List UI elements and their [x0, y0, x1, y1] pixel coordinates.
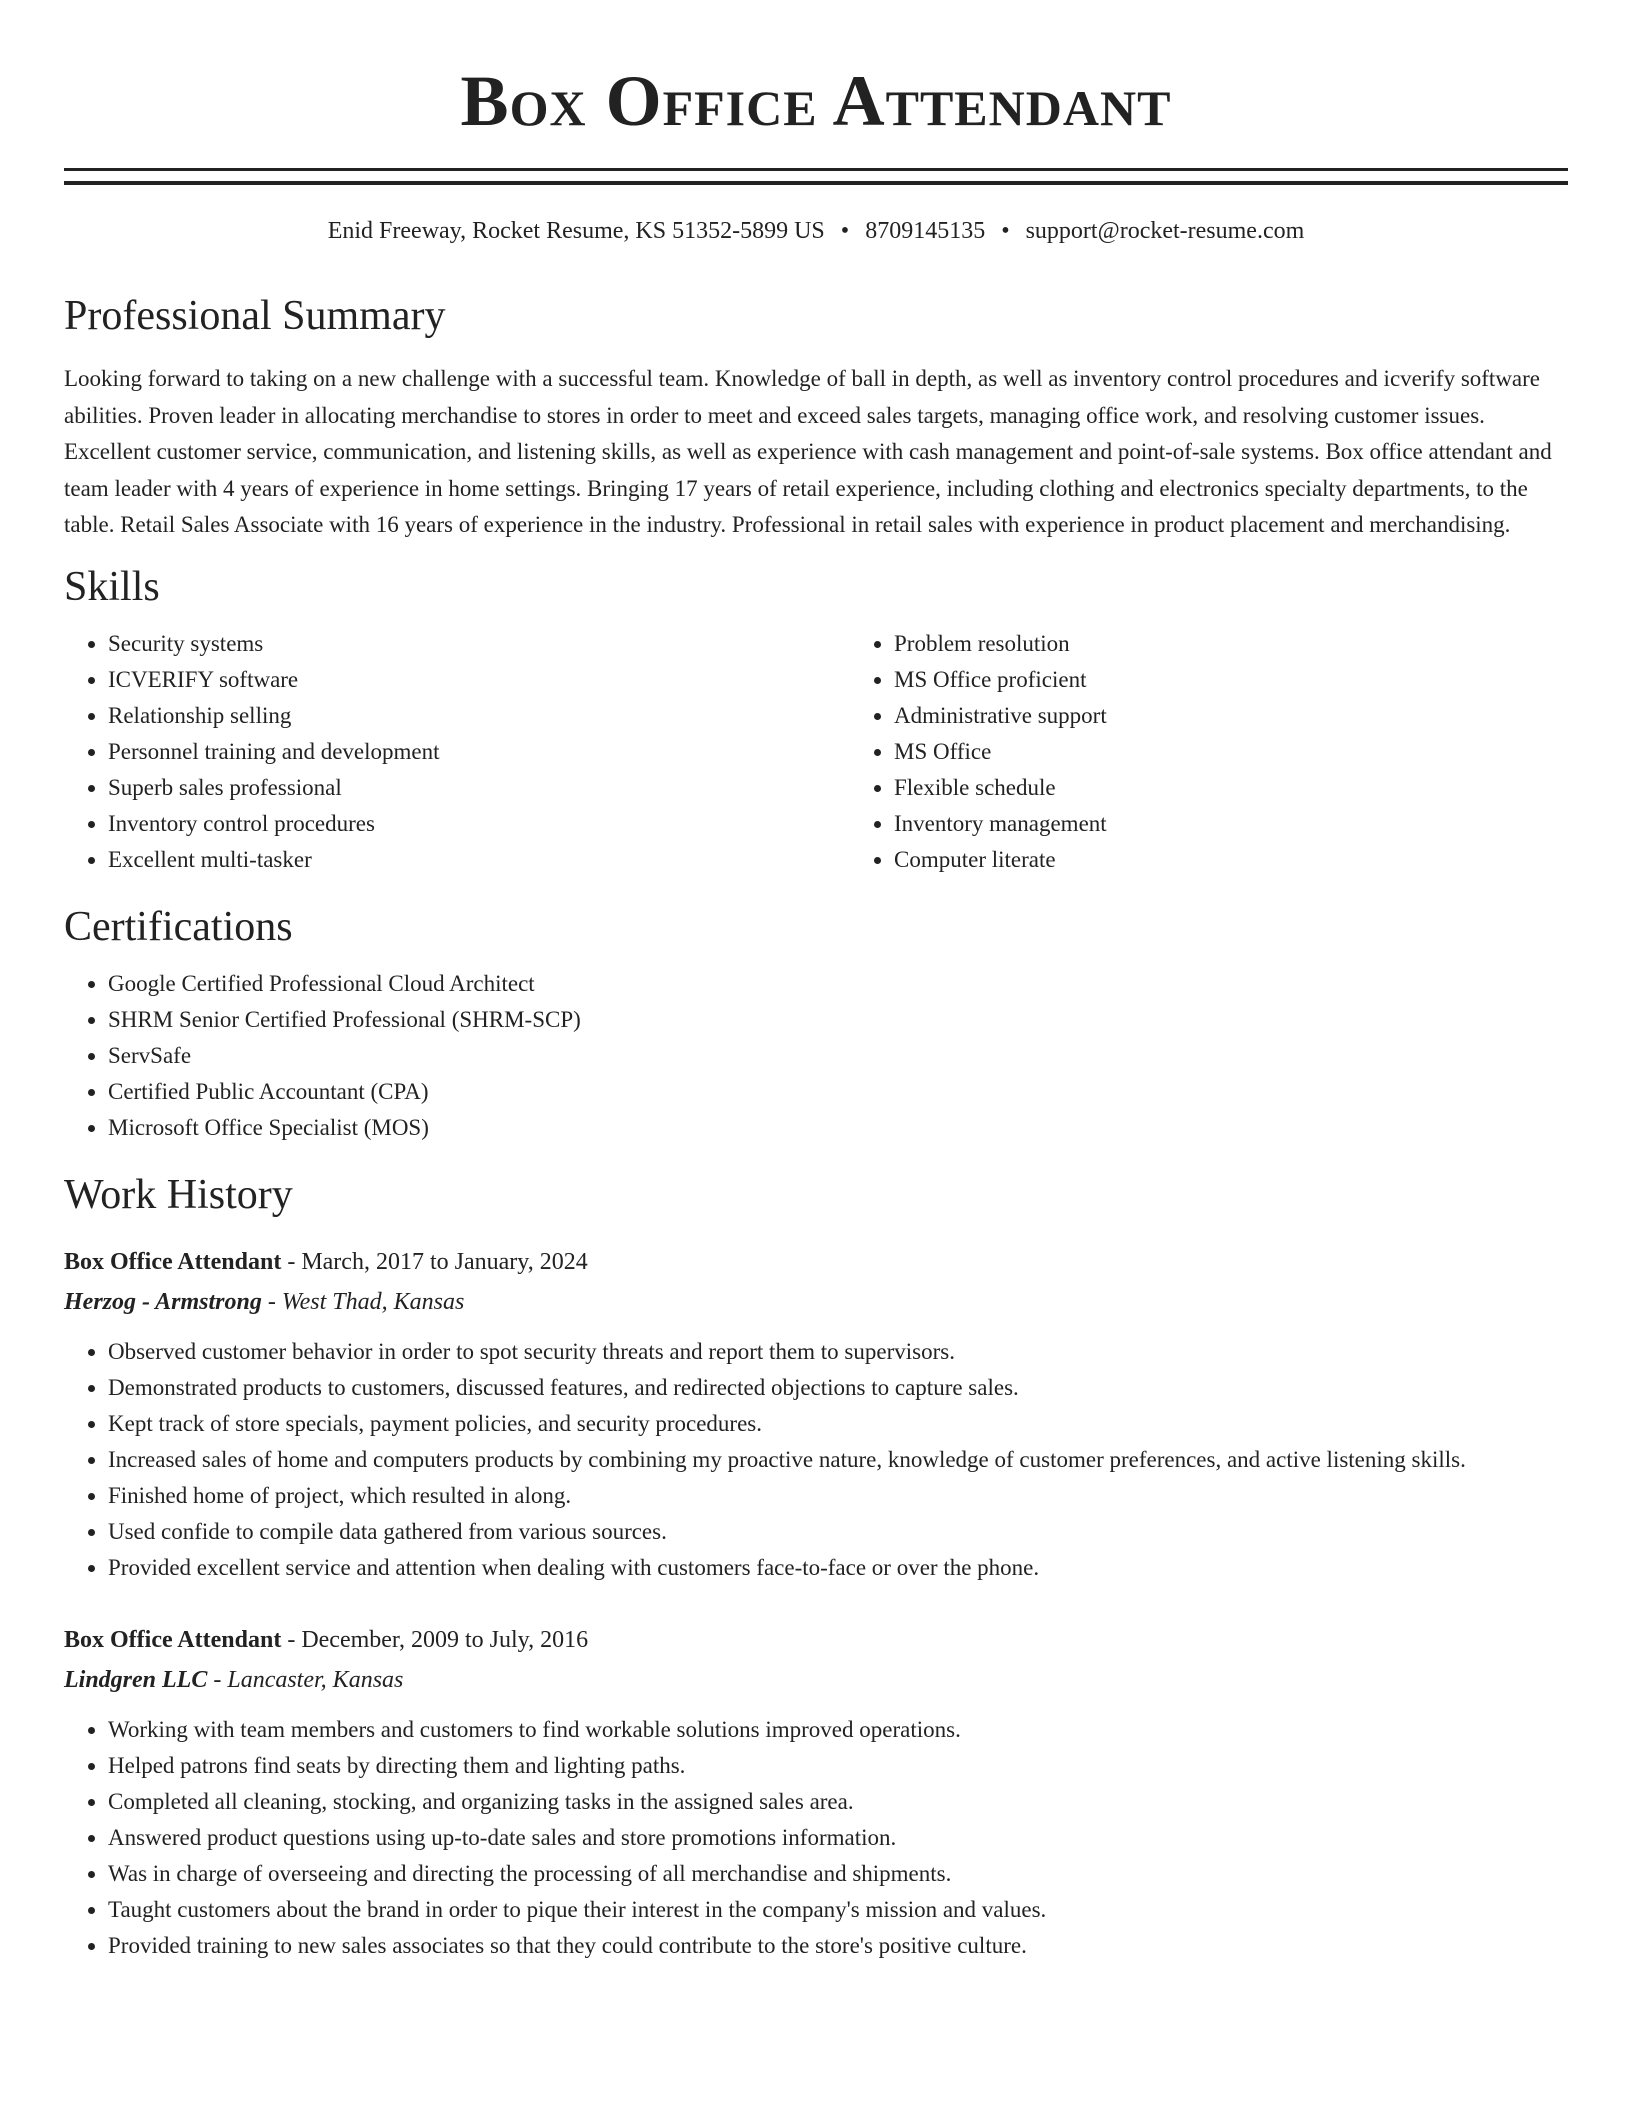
skill-item: • Problem resolution — [894, 626, 1568, 662]
skill-item: • Inventory management — [894, 806, 1568, 842]
contact-separator: • — [840, 218, 850, 244]
contact-address: Enid Freeway, Rocket Resume, KS 51352-5899 US — [327, 218, 825, 244]
job-company: Lindgren LLC — [64, 1666, 208, 1693]
skill-item: • ICVERIFY software — [108, 662, 850, 698]
skill-item: • Administrative support — [894, 698, 1568, 734]
certifications-list — [64, 966, 1568, 1146]
job-duty: • Provided excellent service and attention when dealing with customers face-to-face or over the phone. — [108, 1550, 1568, 1586]
contact-email: support@rocket-resume.com — [1025, 218, 1305, 244]
skill-item: • Superb sales professional — [108, 770, 850, 806]
job-entry — [64, 1242, 1568, 1586]
skills-columns — [64, 626, 1568, 878]
job-duty: • Working with team members and customers to find workable solutions improved operations. — [108, 1712, 1568, 1748]
skill-item: • Computer literate — [894, 842, 1568, 878]
certification-item: • Certified Public Accountant (CPA) — [108, 1074, 1568, 1110]
job-title: Box Office Attendant — [64, 1248, 282, 1275]
summary-text: Looking forward to taking on a new challenge with a successful team. Knowledge of ball in depth, as well as inventory control procedures and icverify software abilities. Proven leader in allocating merchandise to stores in order to meet and exceed sales targets, managing office work, and resolving customer issues. Excellent customer service, communication, and listening skills, as well as experience with cash management and point-of-sale systems. Box office attendant and team leader with 4 years of experience in home settings. Bringing 17 years of retail experience, including clothing and electronics specialty departments, to the table. Retail Sales Associate with 16 years of experience in the industry. Professional in retail sales with experience in product placement and merchandising. — [64, 366, 1552, 537]
resume-title: Box Office Attendant — [460, 61, 1172, 141]
job-duty: • Helped patrons find seats by directing them and lighting paths. — [108, 1748, 1568, 1784]
skill-item: • MS Office — [894, 734, 1568, 770]
job-duty: • Was in charge of overseeing and directing the processing of all merchandise and shipments. — [108, 1856, 1568, 1892]
summary-heading: Professional Summary — [64, 293, 446, 339]
certification-item: • Google Certified Professional Cloud Architect — [108, 966, 1568, 1002]
job-duty: • Completed all cleaning, stocking, and organizing tasks in the assigned sales area. — [108, 1784, 1568, 1820]
job-duty: • Taught customers about the brand in order to pique their interest in the company's mission and values. — [108, 1892, 1568, 1928]
job-header: Box Office Attendant - December, 2009 to July, 2016 — [64, 1626, 589, 1653]
job-duties-list — [64, 1712, 1568, 1964]
job-location: Lancaster, Kansas — [227, 1666, 404, 1693]
job-duty: • Kept track of store specials, payment policies, and security procedures. — [108, 1406, 1568, 1442]
skill-item: • Relationship selling — [108, 698, 850, 734]
job-location: West Thad, Kansas — [281, 1288, 465, 1315]
skill-item: • MS Office proficient — [894, 662, 1568, 698]
work-history-heading: Work History — [64, 1171, 293, 1218]
certifications-heading: Certifications — [64, 903, 293, 950]
skill-item: • Personnel training and development — [108, 734, 850, 770]
job-duty: • Observed customer behavior in order to spot security threats and report them to supervisors. — [108, 1334, 1568, 1370]
job-dates: December, 2009 to July, 2016 — [301, 1626, 589, 1653]
job-employer: Herzog - Armstrong - West Thad, Kansas — [64, 1288, 465, 1315]
skill-item: • Excellent multi-tasker — [108, 842, 850, 878]
job-duty: • Increased sales of home and computers products by combining my proactive nature, knowledge of customer preferences, and active listening skills. — [108, 1442, 1568, 1478]
job-duty: • Used confide to compile data gathered from various sources. — [108, 1514, 1568, 1550]
job-entry — [64, 1620, 1568, 1964]
job-duties-list — [64, 1334, 1568, 1586]
skill-item: • Flexible schedule — [894, 770, 1568, 806]
skills-right-list — [850, 626, 1568, 878]
title-divider — [64, 168, 1568, 185]
skill-item: • Inventory control procedures — [108, 806, 850, 842]
job-title: Box Office Attendant — [64, 1626, 282, 1653]
job-duty: • Provided training to new sales associates so that they could contribute to the store's positive culture. — [108, 1928, 1568, 1964]
contact-line — [64, 215, 1568, 247]
job-header: Box Office Attendant - March, 2017 to January, 2024 — [64, 1248, 588, 1275]
certification-item: • Microsoft Office Specialist (MOS) — [108, 1110, 1568, 1146]
skill-item: • Security systems — [108, 626, 850, 662]
job-employer: Lindgren LLC - Lancaster, Kansas — [64, 1666, 404, 1693]
certification-item: • SHRM Senior Certified Professional (SHRM-SCP) — [108, 1002, 1568, 1038]
job-dates: March, 2017 to January, 2024 — [301, 1248, 588, 1275]
contact-separator: • — [1001, 218, 1010, 244]
skills-left-list — [64, 626, 850, 878]
job-duty: • Answered product questions using up-to-date sales and store promotions information. — [108, 1820, 1568, 1856]
skills-heading: Skills — [64, 563, 160, 610]
contact-phone: 8709145135 — [865, 218, 986, 244]
job-duty: • Demonstrated products to customers, discussed features, and redirected objections to capture sales. — [108, 1370, 1568, 1406]
certification-item: • ServSafe — [108, 1038, 1568, 1074]
job-company: Herzog - Armstrong — [64, 1288, 262, 1315]
job-duty: • Finished home of project, which resulted in along. — [108, 1478, 1568, 1514]
